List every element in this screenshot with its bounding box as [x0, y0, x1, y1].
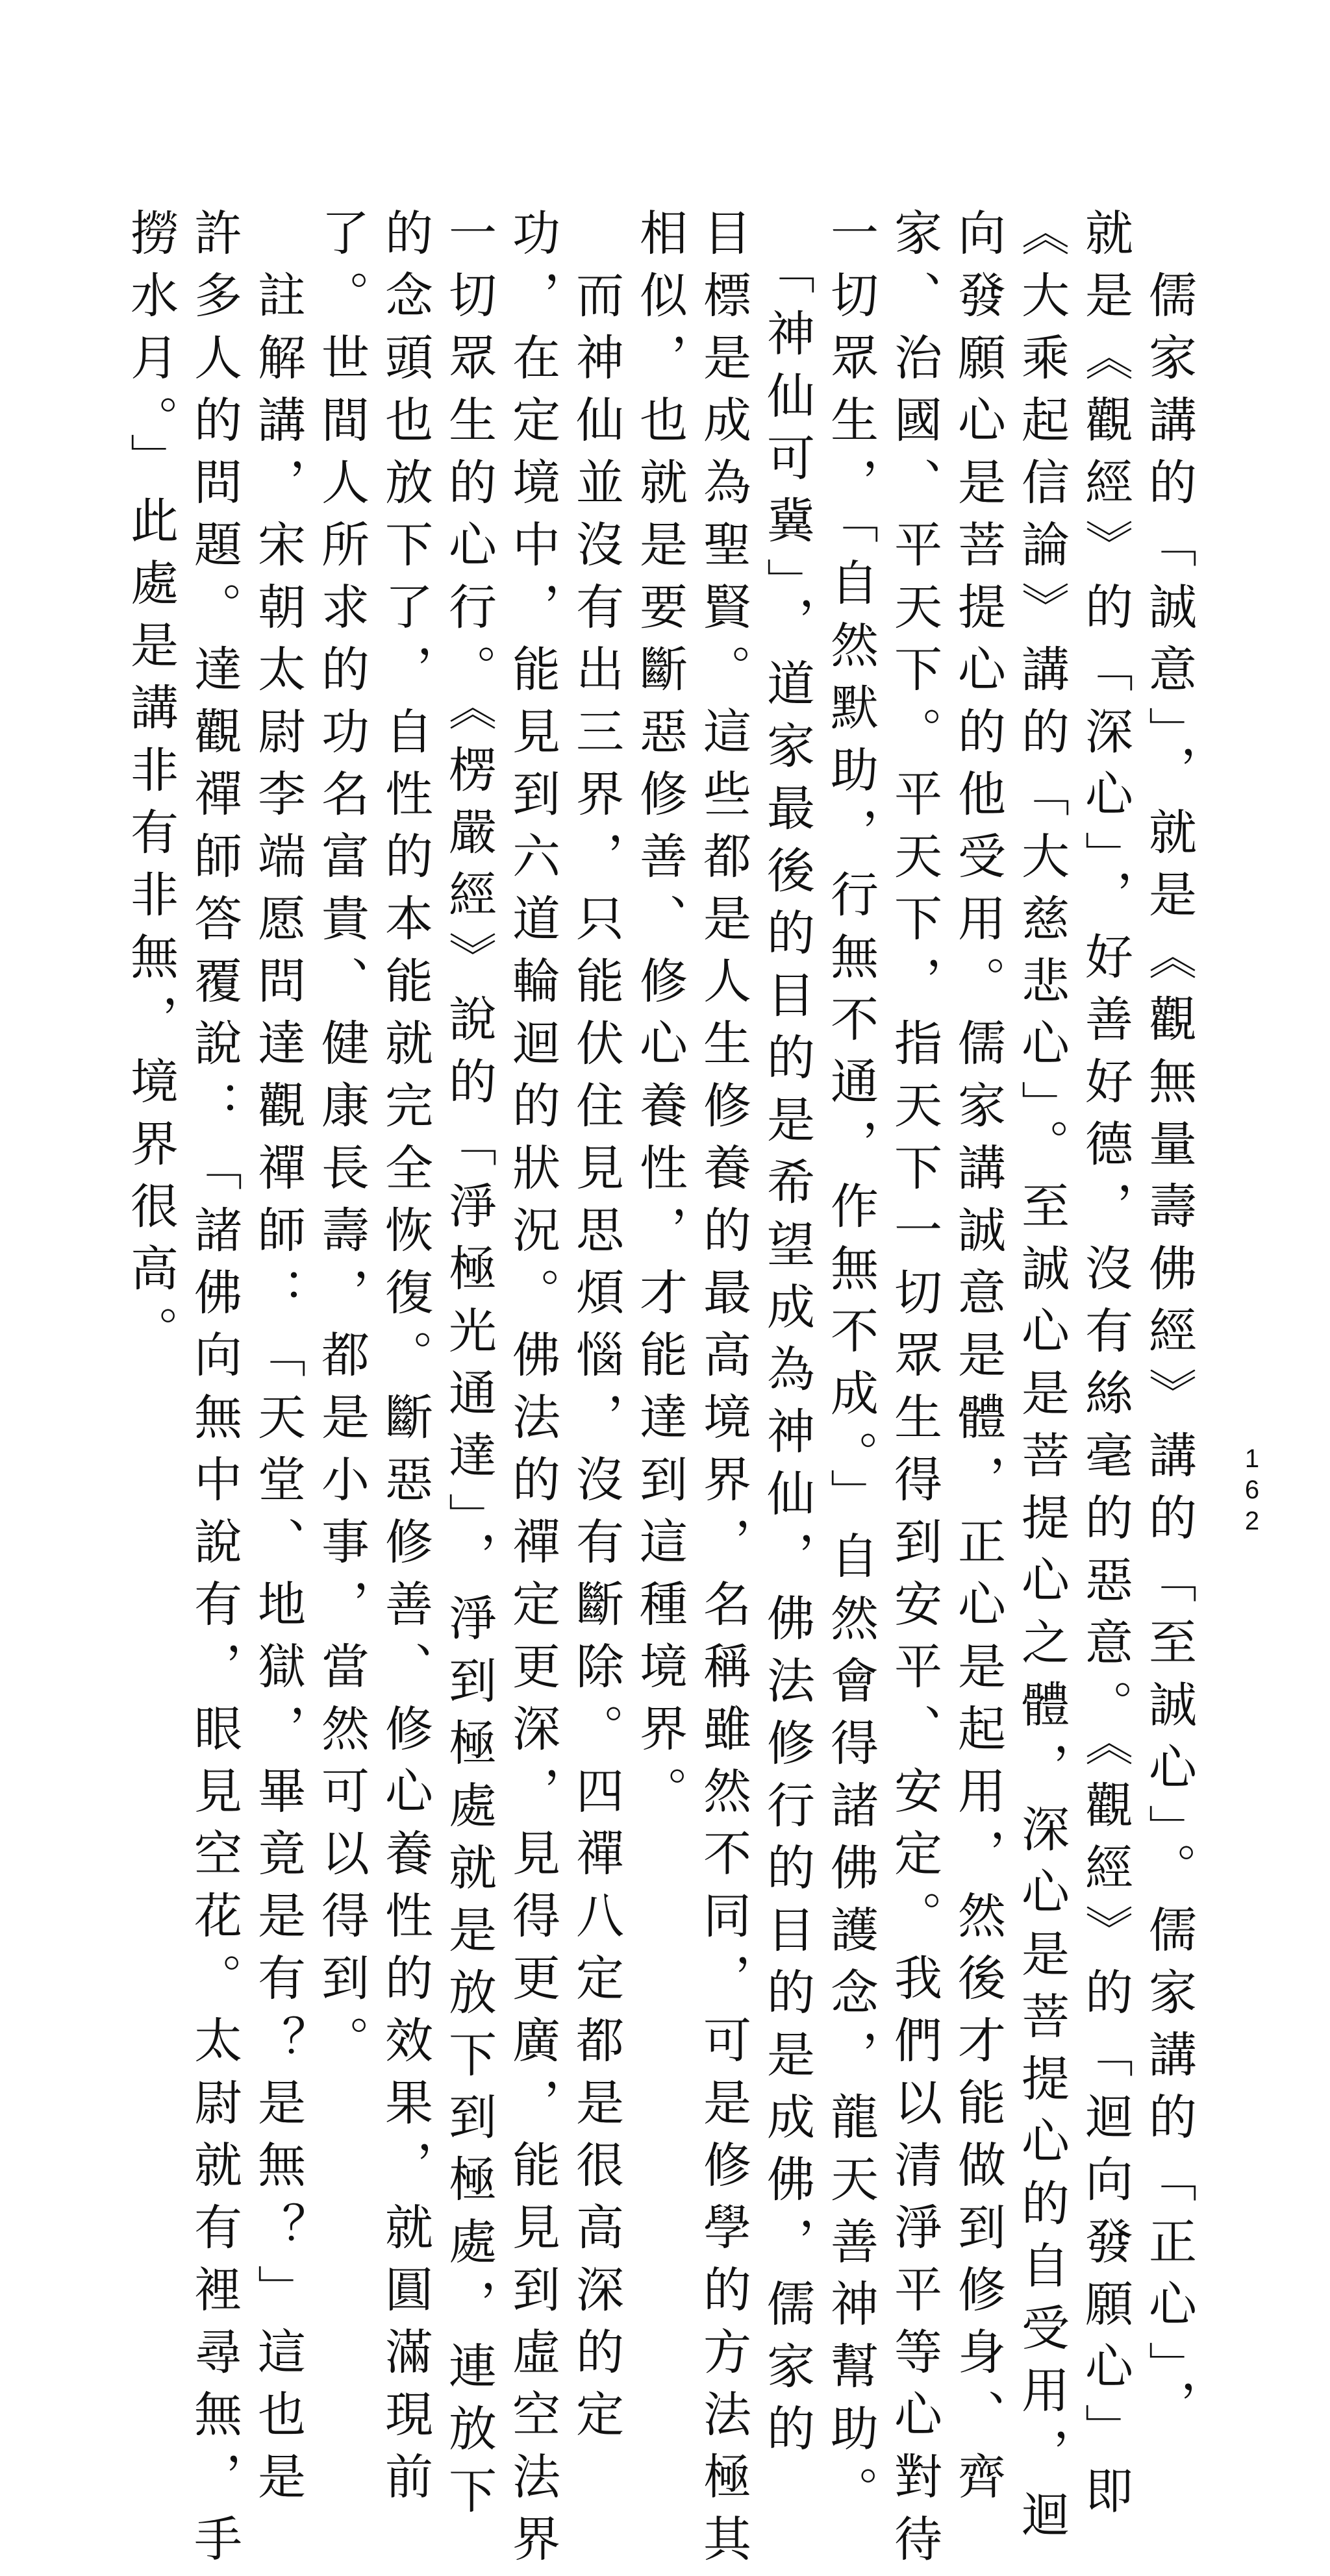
text-column: 相似，也就是要斷惡修善、修心養性，才能達到這種境界。	[632, 208, 688, 1828]
text-column: 《大乘起信論》講的「大慈悲心」。至誠心是菩提心之體，深心是菩提心的自受用，迴	[1014, 208, 1070, 2552]
text-column: 儒家講的「誠意」，就是《觀無量壽佛經》講的「至誠心」。儒家講的「正心」，	[1141, 208, 1197, 2442]
page-number: 162	[1238, 1444, 1266, 1538]
text-column: 了。世間人所求的功名富貴、健康長壽，都是小事，當然可以得到。	[314, 208, 370, 2077]
text-column: 功，在定境中，能見到六道輪迴的狀況。佛法的禪定更深，見得更廣，能見到虛空法界	[505, 208, 560, 2576]
text-column: 一切眾生的心行。《楞嚴經》說的「淨極光通達」，淨到極處就是放下到極處，連放下	[441, 208, 497, 2528]
text-column: 「神仙可冀」，道家最後的目的是希望成為神仙，佛法修行的目的是成佛，儒家的	[759, 208, 815, 2466]
text-column: 家、治國、平天下。平天下，指天下一切眾生得到安平、安定。我們以清淨平等心對待	[886, 208, 942, 2576]
text-column: 的念頭也放下了，自性的本能就完全恢復。斷惡修善、修心養性的效果，就圓滿現前	[377, 208, 433, 2514]
text-column: 向發願心是菩提心的他受用。儒家講誠意是體，正心是起用，然後才能做到修身、齊	[950, 208, 1006, 2514]
text-column: 就是《觀經》的「深心」，好善好德，沒有絲毫的惡意。《觀經》的「迴向發願心」即	[1077, 208, 1133, 2528]
text-column: 許多人的問題。達觀禪師答覆說：「諸佛向無中說有，眼見空花。太尉就有裡尋無，手	[186, 208, 242, 2576]
text-column: 一切眾生，「自然默助，行無不通，作無不成。」自然會得諸佛護念，龍天善神幫助。	[823, 208, 879, 2528]
text-column: 撈水月。」此處是講非有非無，境界很高。	[123, 208, 179, 1368]
text-column: 註解講，宋朝太尉李端愿問達觀禪師：「天堂、地獄，畢竟是有？是無？」這也是	[250, 208, 306, 2514]
text-column: 而神仙並沒有出三界，只能伏住見思煩惱，沒有斷除。四禪八定都是很高深的定	[568, 208, 624, 2451]
text-column: 目標是成為聖賢。這些都是人生修養的最高境界，名稱雖然不同，可是修學的方法極其	[696, 208, 751, 2576]
